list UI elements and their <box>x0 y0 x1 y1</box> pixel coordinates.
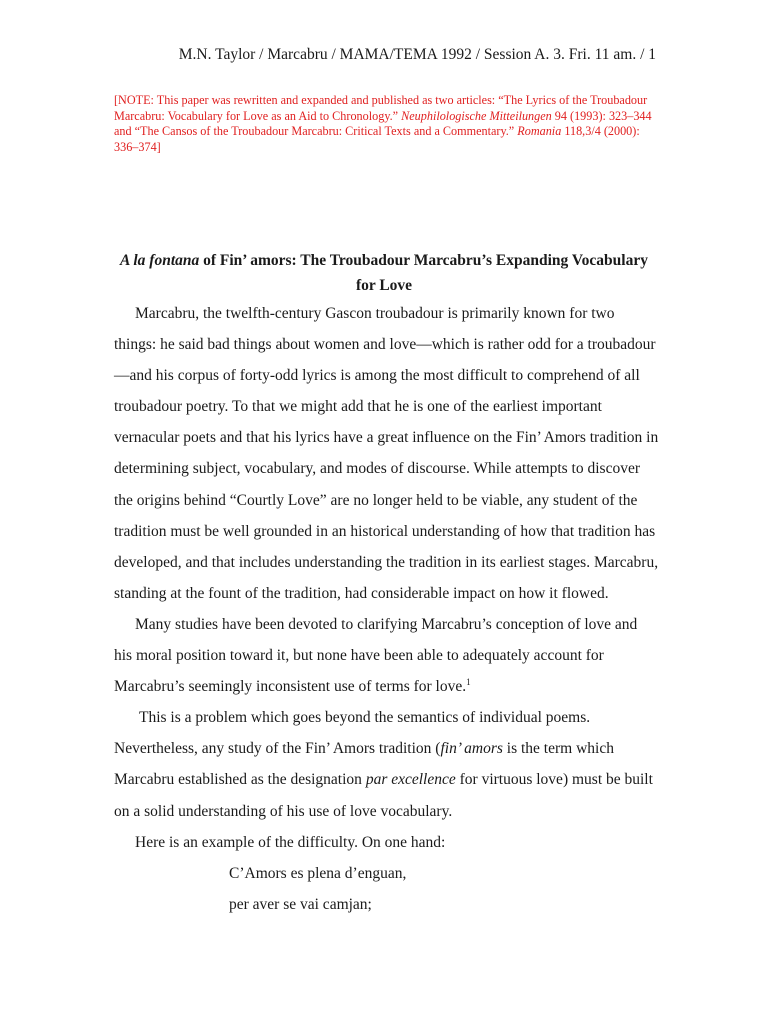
paragraph-3-term: fin’ amors <box>440 740 503 758</box>
paper-title <box>114 248 654 298</box>
paragraph-3 <box>114 702 659 826</box>
paragraph-2-text: Many studies have been devoted to clarifying Marcabru’s conception of love and his moral position toward it, but none have been able to adequately account for Marcabru’s seemingly inconsistent use of terms for love. <box>114 615 638 696</box>
note-journal-1: Neuphilologische Mitteilungen <box>401 108 552 123</box>
title-italic: A la fontana <box>120 252 200 269</box>
body-text <box>114 298 659 858</box>
note-text-3: 118,3/4 (2000): 336–374] <box>114 124 640 154</box>
paragraph-3-text-c: for virtuous love) must be built on a solid understanding of his use of love vocabulary. <box>114 771 653 820</box>
note-text-2: 94 (1993): 323–344 and “The Cansos of the Troubadour Marcabru: Critical Texts and a Commentary.” <box>114 108 652 138</box>
paragraph-3-text-a: This is a problem which goes beyond the semantics of individual poems. Nevertheless, any study of the Fin’ Amors tradition ( <box>114 709 591 758</box>
paragraph-2 <box>114 609 659 702</box>
verse-line-1: C’Amors es plena d’enguan, <box>229 865 407 882</box>
running-header: M.N. Taylor / Marcabru / MAMA/TEMA 1992 / Session A. 3. Fri. 11 am. / 1 <box>178 46 656 63</box>
footnote-marker: 1 <box>466 677 471 688</box>
verse-quotation <box>229 858 406 920</box>
note-text-1: [NOTE: This paper was rewritten and expanded and published as two articles: “The Lyrics of the Troubadour Marcabru: Vocabulary for Love as an Aid to Chronology.” <box>114 93 648 123</box>
title-rest: of Fin’ amors: The Troubadour Marcabru’s Expanding Vocabulary for Love <box>199 252 648 294</box>
verse-line-2: per aver se vai camjan; <box>229 896 372 913</box>
paragraph-1: Marcabru, the twelfth-century Gascon troubadour is primarily known for two things: he said bad things about women and love—which is rather odd for a troubadour—and his corpus of forty-odd lyrics is among the most difficult to comprehend of all troubadour poetry. To that we might add that he is one of the earliest important vernacular poets and that his lyrics have a great influence on the Fin’ Amors tradition in determining subject, vocabulary, and modes of discourse. While attempts to discover the origins behind “Courtly Love” are no longer held to be viable, any student of the tradition must be well grounded in an historical understanding of how that tradition has developed, and that includes understanding the tradition in its earliest stages. Marcabru, standing at the fount of the tradition, had considerable impact on how it flowed. <box>114 305 659 602</box>
editorial-note <box>114 93 654 155</box>
paragraph-3-phrase: par excellence <box>365 771 456 789</box>
paragraph-3-text-b: is the term which Marcabru established as the designation <box>114 740 614 789</box>
note-journal-2: Romania <box>517 124 562 138</box>
paragraph-4: Here is an example of the difficulty. On one hand: <box>135 833 446 851</box>
